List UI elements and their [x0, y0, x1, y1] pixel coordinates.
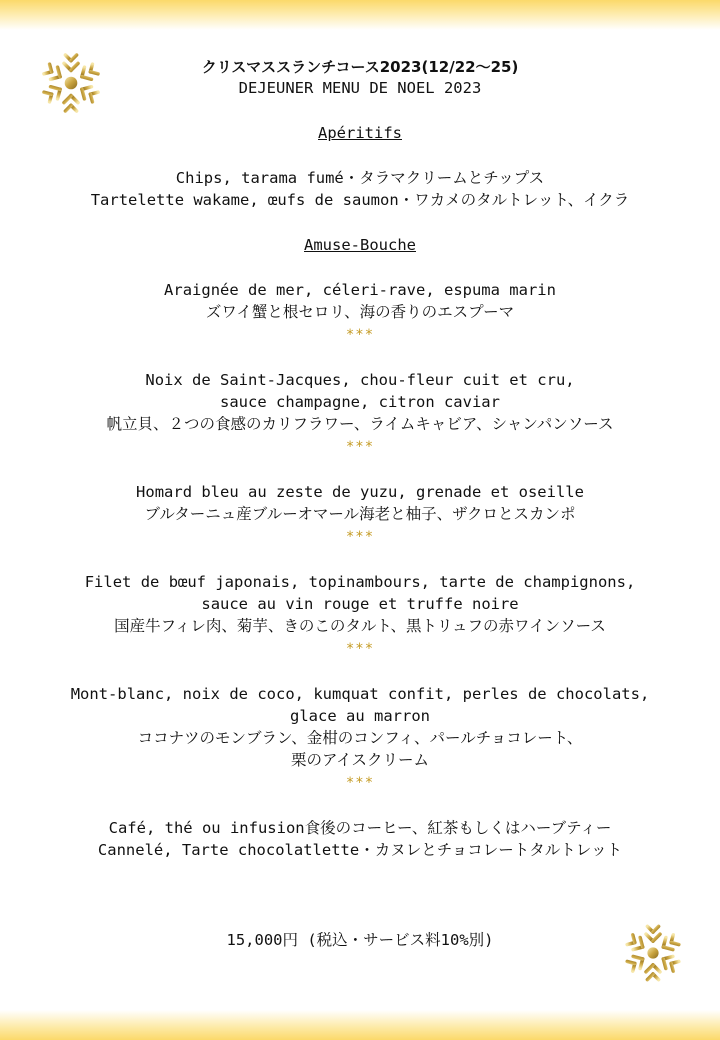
separator-stars: *** — [345, 775, 375, 791]
menu-line: Tartelette wakame, œufs de saumon・ワカメのタルトレット、イクラ — [90, 191, 630, 209]
menu-line: sauce champagne, citron caviar — [220, 393, 500, 411]
menu-line: 栗のアイスクリーム — [291, 751, 429, 769]
top-gold-band — [0, 0, 720, 30]
menu-line: ズワイ蟹と根セロリ、海の香りのエスプーマ — [205, 303, 515, 321]
menu-line: Cannelé, Tarte chocolatlette・カヌレとチョコレートタルトレット — [97, 841, 623, 859]
menu-line: Filet de bœuf japonais, topinambours, tarte de champignons, — [84, 573, 636, 591]
menu-line: Café, thé ou infusion食後のコーヒー、紅茶もしくはハーブティー — [108, 819, 612, 837]
section-heading-aperitifs: Apéritifs — [318, 124, 402, 142]
separator-stars: *** — [345, 529, 375, 545]
separator-stars: *** — [345, 439, 375, 455]
menu-line: sauce au vin rouge et truffe noire — [201, 595, 519, 613]
separator-stars: *** — [345, 327, 375, 343]
menu-line: Araignée de mer, céleri-rave, espuma marin — [164, 281, 556, 299]
price-line: 15,000円 (税込・サービス料10%別) — [226, 931, 494, 949]
snowflake-icon — [618, 918, 688, 988]
menu-line: Chips, tarama fumé・タラマクリームとチップス — [175, 169, 545, 187]
menu-line: glace au marron — [290, 707, 430, 725]
menu-line: ブルターニュ産ブルーオマール海老と柚子、ザクロとスカンポ — [144, 505, 576, 523]
menu-line: Mont-blanc, noix de coco, kumquat confit, perles de chocolats, — [70, 685, 650, 703]
menu-line: 帆立貝、２つの食感のカリフラワー、ライムキャビア、シャンパンソース — [106, 415, 614, 433]
menu-line: 国産牛フィレ肉、菊芋、きのこのタルト、黒トリュフの赤ワインソース — [114, 617, 606, 635]
bottom-gold-band — [0, 1010, 720, 1040]
section-heading-amuse-bouche: Amuse-Bouche — [304, 236, 416, 254]
menu-title-jp: クリスマススランチコース2023(12/22～25) — [201, 58, 519, 76]
menu-line: Noix de Saint-Jacques, chou-fleur cuit et cru, — [145, 371, 575, 389]
menu-title-fr: DEJEUNER MENU DE NOEL 2023 — [238, 79, 482, 97]
menu-line: Homard bleu au zeste de yuzu, grenade et oseille — [136, 483, 584, 501]
menu-line: ココナツのモンブラン、金柑のコンフィ、パールチョコレート、 — [137, 729, 583, 747]
separator-stars: *** — [345, 641, 375, 657]
